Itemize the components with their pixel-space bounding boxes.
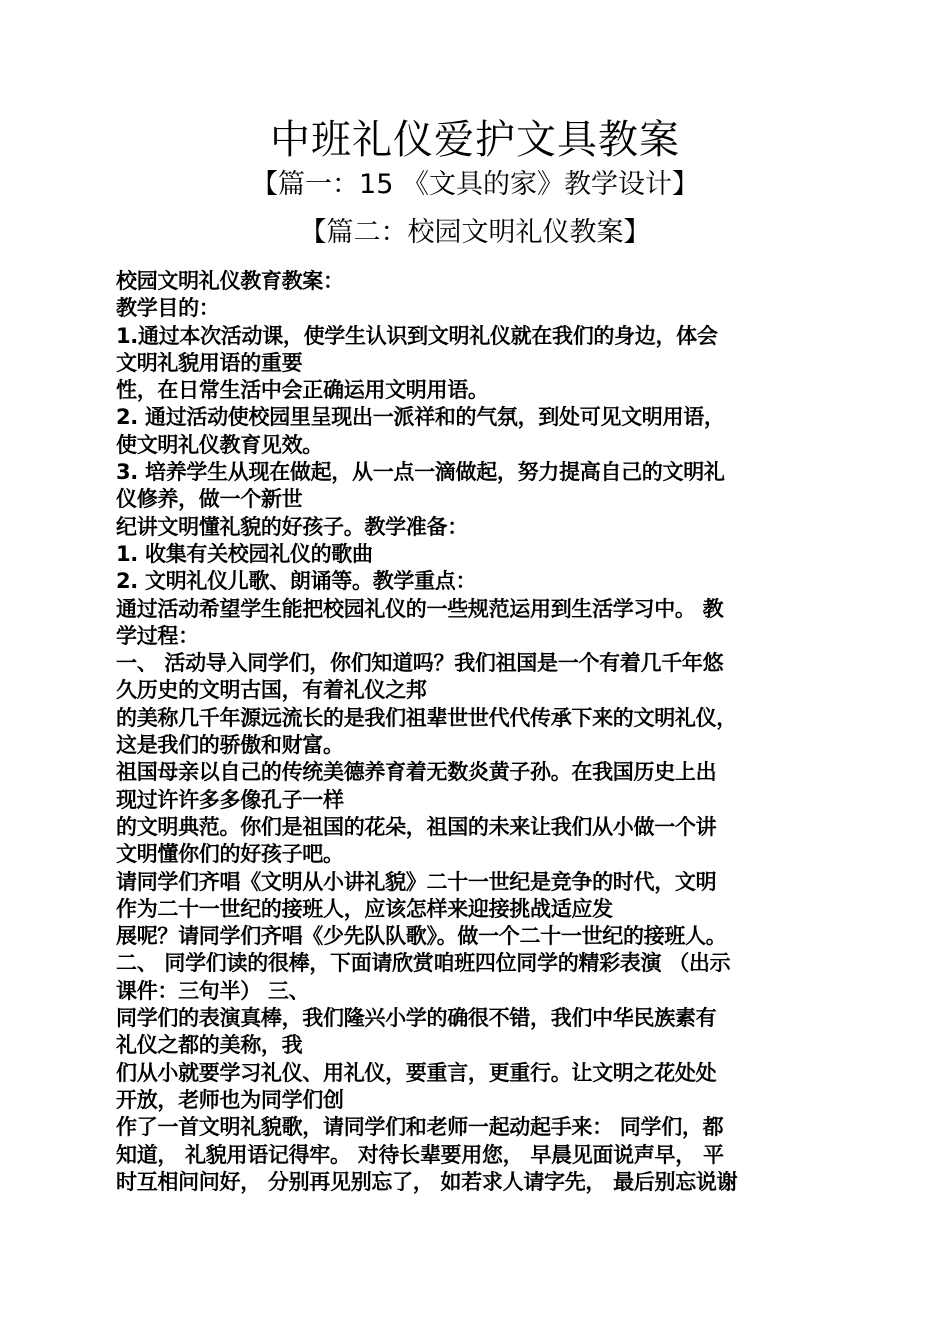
section-heading-1: 【篇一：15 《文具的家》教学设计】 [251, 169, 699, 200]
body-line: 文明懂你们的好孩子吧。 [116, 842, 344, 867]
body-line: 课件：三句半） 三、 [116, 978, 310, 1003]
body-line: 们从小就要学习礼仪、用礼仪，要重言，更重行。让文明之花处处 [116, 1060, 717, 1085]
body-line: 学过程： [116, 623, 199, 648]
body-line: 仪修养，做一个新世 [116, 487, 303, 512]
body-line: 通过活动希望学生能把校园礼仪的一些规范运用到生活学习中。 教 [116, 596, 724, 621]
body-line: 使文明礼仪教育见效。 [116, 432, 323, 457]
body-line: 性，在日常生活中会正确运用文明用语。 [116, 378, 489, 403]
body-line: 展呢？请同学们齐唱《少先队队歌》。做一个二十一世纪的接班人。 [116, 924, 727, 949]
body-line: 2. 通过活动使校园里呈现出一派祥和的气氛，到处可见文明用语， [116, 405, 725, 430]
body-line: 礼仪之都的美称，我 [116, 1033, 303, 1058]
document-body [116, 268, 836, 1196]
body-line: 校园文明礼仪教育教案： [116, 269, 344, 293]
body-line: 开放，老师也为同学们创 [116, 1087, 344, 1112]
body-line: 文明礼貌用语的重要 [116, 350, 303, 375]
body-line: 二、 同学们读的很棒，下面请欣赏咱班四位同学的精彩表演 （出示 [116, 951, 731, 976]
body-line: 教学目的： [116, 296, 220, 321]
document-title: 中班礼仪爱护文具教案 [270, 117, 680, 163]
body-line: 知道， 礼貌用语记得牢。 对待长辈要用您， 早晨见面说声早， 平 [116, 1142, 724, 1167]
body-line: 1. 收集有关校园礼仪的歌曲 [116, 541, 373, 566]
body-line: 这是我们的骄傲和财富。 [116, 733, 344, 758]
body-line: 1.通过本次活动课，使学生认识到文明礼仪就在我们的身边，体会 [116, 323, 718, 348]
body-line: 2. 文明礼仪儿歌、朗诵等。教学重点： [116, 569, 477, 594]
body-line: 现过许许多多像孔子一样 [116, 787, 344, 812]
body-line: 同学们的表演真棒，我们隆兴小学的确很不错，我们中华民族素有 [116, 1006, 717, 1031]
body-line: 祖国母亲以自己的传统美德养育着无数炎黄子孙。在我国历史上出 [116, 760, 717, 785]
body-line: 久历史的文明古国，有着礼仪之邦 [116, 678, 427, 703]
body-line: 请同学们齐唱《文明从小讲礼貌》二十一世纪是竞争的时代，文明 [116, 869, 717, 894]
body-line: 作为二十一世纪的接班人，应该怎样来迎接挑战适应发 [116, 896, 613, 921]
body-line: 时互相问问好， 分别再见别忘了， 如若求人请字先， 最后别忘说谢 [116, 1169, 738, 1194]
section-heading-2: 【篇二：校园文明礼仪教案】 [299, 217, 651, 248]
body-line: 纪讲文明懂礼貌的好孩子。教学准备： [116, 514, 468, 539]
body-line: 的美称几千年源远流长的是我们祖辈世世代代传承下来的文明礼仪， [116, 705, 737, 730]
body-line: 的文明典范。你们是祖国的花朵，祖国的未来让我们从小做一个讲 [116, 814, 717, 839]
body-line: 3. 培养学生从现在做起，从一点一滴做起，努力提高自己的文明礼 [116, 460, 725, 485]
body-line: 作了一首文明礼貌歌，请同学们和老师一起动起手来： 同学们，都 [116, 1115, 724, 1140]
body-line: 一、 活动导入同学们，你们知道吗？我们祖国是一个有着几千年悠 [116, 651, 724, 676]
